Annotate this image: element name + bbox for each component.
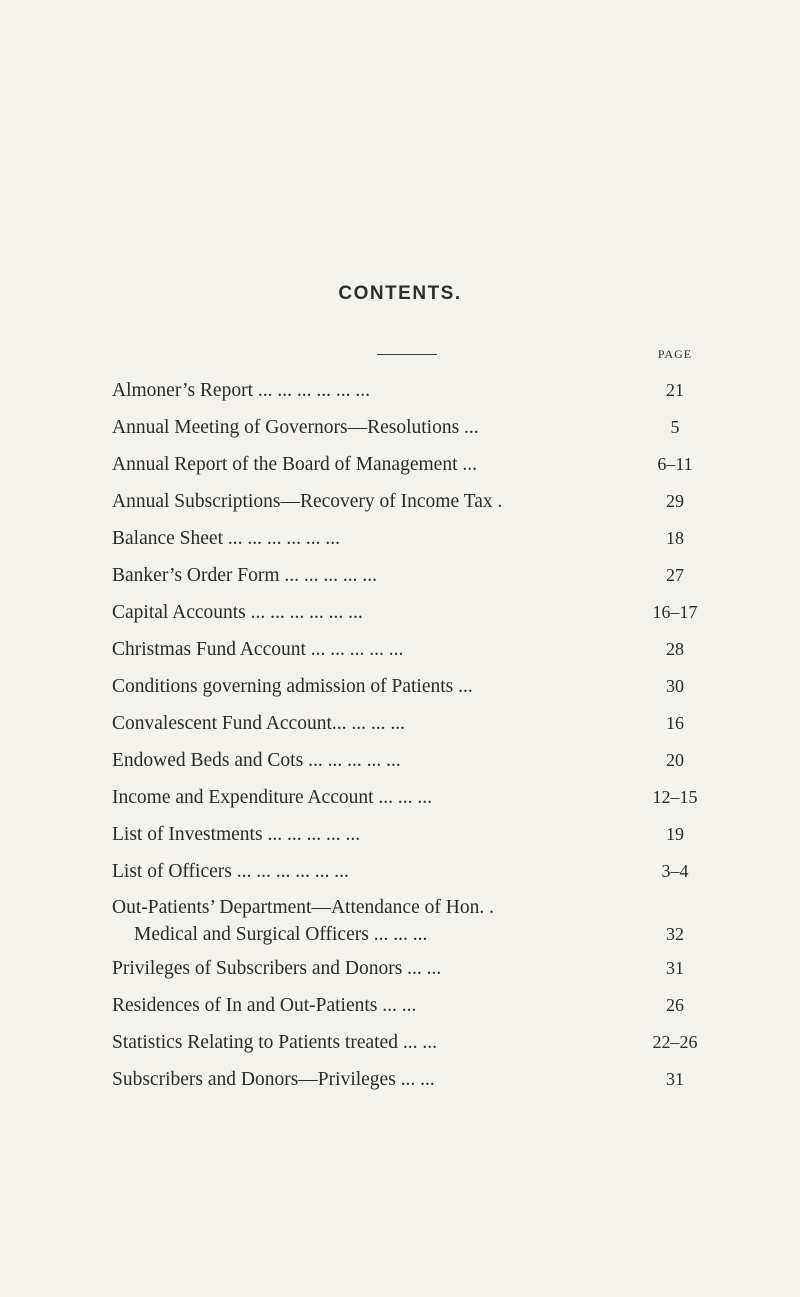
entry-page: 3–4 [661,861,689,881]
entry-page: 21 [666,380,684,400]
contents-entry [112,987,732,1024]
contents-entry [112,1061,732,1098]
entry-label: Annual Subscriptions—Recovery of Income Tax . [112,491,503,512]
entry-label: Conditions governing admission of Patients ... [112,676,473,697]
contents-entry [112,446,732,483]
contents-entry [112,520,732,557]
entry-page: 18 [666,528,684,548]
entry-page: 29 [666,491,684,511]
entry-label: List of Officers ... ... ... ... ... ... [112,861,349,882]
entry-label: Residences of In and Out-Patients ... ... [112,995,417,1016]
entry-page: 32 [666,924,684,944]
contents-entry [112,557,732,594]
contents-entry [112,668,732,705]
entry-label: Christmas Fund Account ... ... ... ... ... [112,639,404,660]
contents-entry [112,894,732,950]
entry-page: 22–26 [652,1032,698,1052]
entry-label-line2: Medical and Surgical Officers ... ... ... [134,924,428,945]
entry-page: 6–11 [657,454,693,474]
entry-label: Endowed Beds and Cots ... ... ... ... ... [112,750,401,771]
contents-entry [112,631,732,668]
entry-label: Banker’s Order Form ... ... ... ... ... [112,565,378,586]
contents-entry [112,594,732,631]
entry-label: Balance Sheet ... ... ... ... ... ... [112,528,340,549]
entry-page: 20 [666,750,684,770]
entry-label-line1: Out-Patients’ Department—Attendance of Hon. . [112,897,494,918]
entry-label: Convalescent Fund Account... ... ... ... [112,713,406,734]
entry-page: 28 [666,639,684,659]
entry-label: Statistics Relating to Patients treated ... ... [112,1032,437,1053]
entry-label: Annual Report of the Board of Management ... [112,454,477,475]
contents-entry [112,483,732,520]
entry-label: Capital Accounts ... ... ... ... ... ... [112,602,363,623]
entry-page: 30 [666,676,684,696]
entry-label: List of Investments ... ... ... ... ... [112,824,361,845]
contents-entry [112,409,732,446]
entry-page: 12–15 [652,787,698,807]
contents-entry [112,705,732,742]
contents-entry [112,372,732,409]
contents-list [112,372,732,1098]
entry-page: 16–17 [652,602,698,622]
page-column-heading: PAGE [657,347,693,361]
entry-page: 5 [670,417,680,437]
entry-page: 16 [666,713,684,733]
entry-label [112,894,494,948]
entry-page: 26 [666,995,684,1015]
contents-entry [112,816,732,853]
contents-entry [112,742,732,779]
contents-entry [112,779,732,816]
title-rule [377,354,437,355]
entry-label: Subscribers and Donors—Privileges ... ... [112,1069,435,1090]
entry-page: 27 [666,565,684,585]
entry-label: Income and Expenditure Account ... ... ... [112,787,433,808]
entry-label: Privileges of Subscribers and Donors ... ... [112,958,442,979]
contents-entry [112,1024,732,1061]
entry-label: Annual Meeting of Governors—Resolutions ... [112,417,479,438]
entry-label: Almoner’s Report ... ... ... ... ... ... [112,380,370,401]
entry-page: 31 [666,1069,684,1089]
entry-page: 19 [666,824,684,844]
page-title: CONTENTS. [338,283,462,304]
contents-entry [112,853,732,890]
entry-page: 31 [666,958,684,978]
contents-entry [112,950,732,987]
